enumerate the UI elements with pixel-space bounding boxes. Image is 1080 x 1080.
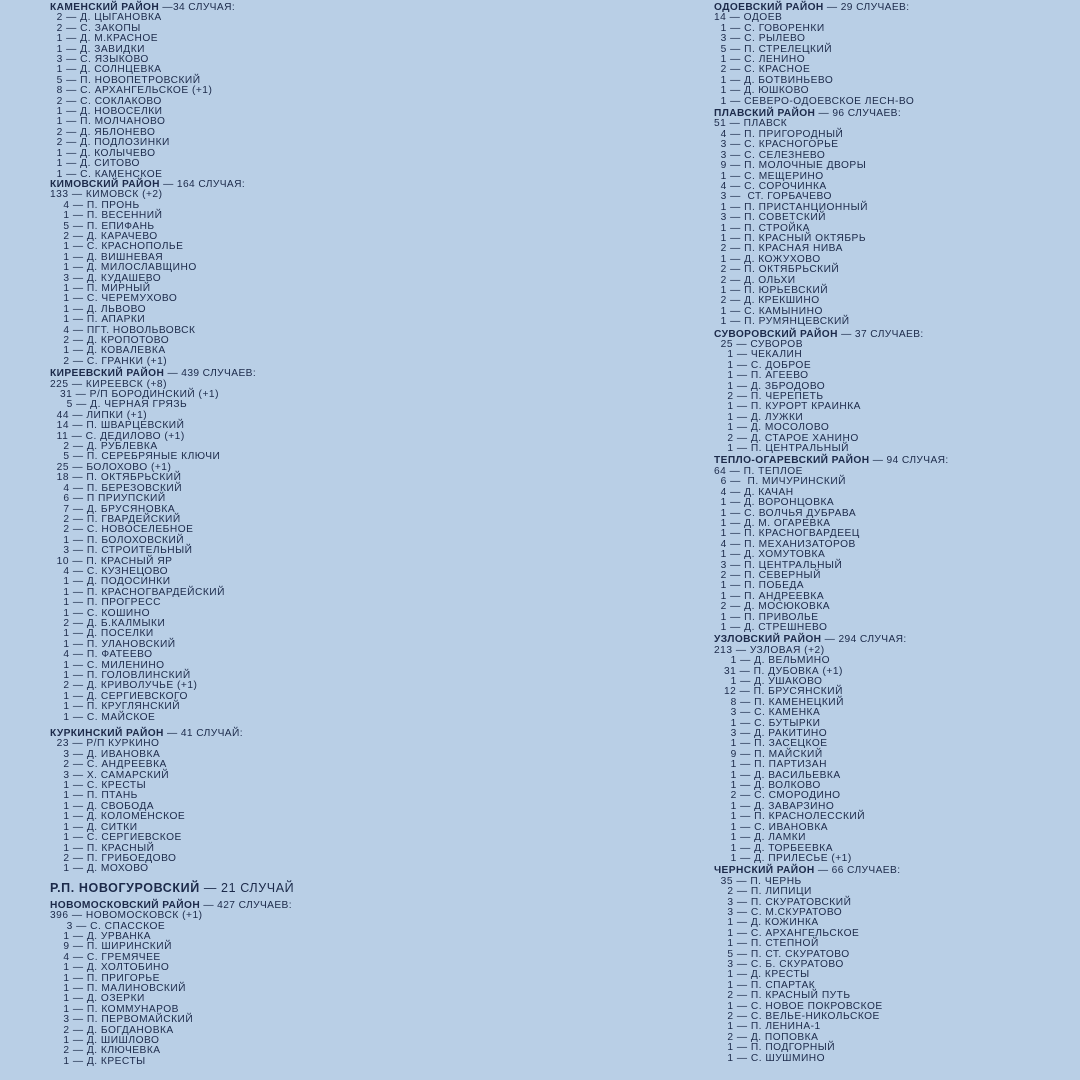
settlement-entry: 1 — Д. СОЛНЦЕВКА (50, 64, 162, 76)
settlement-entry: 1 — П. КУРОРТ КРАИНКА (714, 401, 861, 413)
settlement-entry: 1 — Д. УРВАНКА (50, 930, 152, 942)
settlement-entry: 1 — П. ВЕСЕННИЙ (50, 210, 163, 222)
settlement-entry: 5 — П. ЕПИФАНЬ (50, 220, 155, 232)
settlement-entry: 10 — П. КРАСНЫЙ ЯР (50, 555, 173, 567)
settlement-entry: 1 — Д. КРЕСТЫ (714, 969, 810, 981)
settlement-entry: 6 — П. МИЧУРИНСКИЙ (714, 476, 846, 488)
settlement-entry: 3 — П. СТРОИТЕЛЬНЫЙ (50, 545, 193, 557)
settlement-entry: 1 — Д. ПОСЕЛКИ (50, 628, 154, 640)
settlement-entry: 1 — Д. СТРЕШНЕВО (714, 621, 828, 633)
settlement-entry: 2 — Д. ПОДЛОЗИНКИ (50, 137, 170, 149)
district-title: УЗЛОВСКИЙ РАЙОН — 294 СЛУЧАЯ: (714, 634, 907, 646)
settlement-entry: 4 — П. МЕХАНИЗАТОРОВ (714, 538, 856, 550)
settlement-entry: 2 — Д. ОЛЬХИ (714, 274, 796, 286)
settlement-entry: 1 — Д. КОЖИНКА (714, 917, 819, 929)
settlement-entry: 1 — Д. ЗАВАРЗИНО (714, 800, 835, 812)
novogurovsky-title: Р.П. НОВОГУРОВСКИЙ — 21 СЛУЧАЙ (50, 880, 295, 895)
settlement-entry: 4 — С. СОРОЧИНКА (714, 180, 827, 192)
settlement-entry: 1 — П. ПРИВОЛЬЕ (714, 611, 819, 623)
settlement-entry: 1 — Д. МОХОВО (50, 863, 149, 875)
settlement-entry: 3 — Х. САМАРСКИЙ (50, 769, 170, 781)
settlement-entry: 18 — П. ОКТЯБРЬСКИЙ (50, 472, 182, 484)
settlement-entry: 1 — П. ГОЛОВЛИНСКИЙ (50, 670, 191, 681)
settlement-entry: 2 — С. КРАСНОЕ (714, 64, 811, 76)
settlement-entry: 1 — П. ПТАНЬ (50, 790, 138, 802)
district-section (714, 109, 1074, 328)
settlement-entry: 1 — П. КРАСНОГВАРДЕЙСКИЙ (50, 586, 225, 598)
settlement-entry: 1 — Д. ЗБРОДОВО (714, 380, 826, 392)
settlement-entry: 1 — Д. МИЛОСЛАВЩИНО (50, 262, 197, 274)
settlement-entry: 1 — П. МИРНЫЙ (50, 282, 151, 294)
settlement-entry: 1 — П. ПРИГОРЬЕ (50, 972, 160, 984)
settlement-entry: 133 — КИМОВСК (+2) (50, 189, 163, 201)
district-title: КАМЕНСКИЙ РАЙОН —34 СЛУЧАЯ: (50, 2, 236, 13)
settlement-entry: 2 — П. СЕВЕРНЫЙ (714, 569, 821, 581)
settlement-entry: 1 — С. КАМЫНИНО (714, 305, 823, 317)
settlement-entry: 213 — УЗЛОВАЯ (+2) (714, 644, 825, 656)
settlement-entry: 14 — П. ШВАРЦЕВСКИЙ (50, 420, 185, 432)
settlement-entry: 1 — П. СТЕПНОЙ (714, 938, 819, 950)
settlement-entry: 1 — П. АНДРЕЕВКА (714, 590, 825, 602)
settlement-entry: 1 — П. УЛАНОВСКИЙ (50, 638, 176, 650)
settlement-entry: 9 — П. ШИРИНСКИЙ (50, 941, 172, 953)
settlement-entry: 396 — НОВОМОСКОВСК (+1) (50, 910, 203, 922)
settlement-entry: 225 — КИРЕЕВСК (+8) (50, 378, 167, 390)
settlement-entry: 1 — С. ЛЕНИНО (714, 54, 806, 66)
settlement-entry: 25 — СУВОРОВ (714, 339, 804, 350)
settlement-entry: 14 — ОДОЕВ (714, 12, 783, 24)
settlement-entry: 1 — Д. ЗАВИДКИ (50, 43, 145, 55)
settlement-entry: 1 — Д. ТОРБЕЕВКА (714, 842, 834, 854)
settlement-entry: 1 — П. ПРИСТАНЦИОННЫЙ (714, 201, 868, 213)
district-title: КИРЕЕВСКИЙ РАЙОН — 439 СЛУЧАЕВ: (50, 368, 257, 380)
settlement-entry: 2 — Д. ПОПОВКА (714, 1031, 819, 1043)
settlement-entry: 4 — П. БЕРЕЗОВСКИЙ (50, 482, 183, 494)
district-section (50, 729, 610, 875)
settlement-entry: 1 — П. КРУГЛЯНСКИЙ (50, 701, 181, 713)
settlement-entry: 1 — Д. ВЕЛЬМИНО (714, 655, 831, 667)
district-section (714, 866, 1074, 1064)
settlement-entry: 3 — С. КАМЕНКА (714, 707, 821, 719)
settlement-entry: 2 — П. КРАСНЫЙ ПУТЬ (714, 990, 851, 1002)
district-title: НОВОМОСКОВСКИЙ РАЙОН — 427 СЛУЧАЕВ: (50, 899, 292, 911)
settlement-entry: 2 — П. ГВАРДЕЙСКИЙ (50, 513, 181, 525)
settlement-entry: 3 — П. СОВЕТСКИЙ (714, 212, 826, 224)
settlement-entry: 1 — Д. УШАКОВО (714, 676, 823, 687)
settlement-entry: 1 — Д. КОЛОМЕНСКОЕ (50, 811, 186, 823)
settlement-entry: 1 — П. АГЕЕВО (714, 370, 809, 382)
district-title: ЧЕРНСКИЙ РАЙОН — 66 СЛУЧАЕВ: (714, 865, 901, 877)
district-section (50, 180, 610, 367)
settlement-entry: 4 — ПГТ. НОВОЛЬВОВСК (50, 324, 196, 336)
settlement-entry: 1 — Д. ЮШКОВО (714, 85, 809, 97)
settlement-entry: 1 — Д. БОТВИНЬЕВО (714, 74, 834, 86)
settlement-entry: 1 — Д. ВОЛКОВО (714, 780, 821, 792)
settlement-entry: 11 — С. ДЕДИЛОВО (+1) (50, 430, 185, 442)
settlement-entry: 3 — П. СКУРАТОВСКИЙ (714, 896, 852, 908)
settlement-entry: 1 — Д. КОВАЛЕВКА (50, 345, 166, 357)
settlement-entry: 5 — П. НОВОПЕТРОВСКИЙ (50, 74, 201, 86)
settlement-entry: 2 — Д. КРОПОТОВО (50, 335, 170, 346)
settlement-entry: 1 — П. ПОБЕДА (714, 580, 805, 592)
left-column (50, 3, 610, 1067)
settlement-entry: 2 — Д. МОСЮКОВКА (714, 601, 831, 613)
settlement-entry: 2 — С. НОВОСЕЛЕБНОЕ (50, 524, 194, 536)
settlement-entry: 3 — СТ. ГОРБАЧЕВО (714, 191, 832, 203)
settlement-entry: 35 — П. ЧЕРНЬ (714, 875, 802, 887)
settlement-entry: 2 — Д. КРИВОЛУЧЬЕ (+1) (50, 680, 198, 692)
settlement-entry: 5 — П. СТРЕЛЕЦКИЙ (714, 43, 833, 55)
settlement-entry: 1 — Д. СЕРГИЕВСКОГО (50, 690, 188, 702)
settlement-entry: 9 — П. МОЛОЧНЫЕ ДВОРЫ (714, 160, 867, 172)
settlement-entry: 3 — С. СЕЛЕЗНЕВО (714, 149, 826, 161)
settlement-entry: 2 — Д. ЯБЛОНЕВО (50, 126, 156, 138)
settlement-entry: 31 — П. ДУБОВКА (+1) (714, 665, 843, 677)
settlement-entry: 9 — П. МАЙСКИЙ (714, 748, 823, 760)
settlement-entry: 2 — С. СОКЛАКОВО (50, 95, 162, 107)
settlement-entry: 3 — Д. РАКИТИНО (714, 728, 828, 740)
settlement-entry: 2 — Д. Б.КАЛМЫКИ (50, 617, 166, 629)
settlement-entry: 2 — Д. ЦЫГАНОВКА (50, 12, 162, 24)
settlement-entry: 1 — СЕВЕРО-ОДОЕВСКОЕ ЛЕСН-ВО (714, 95, 915, 107)
settlement-entry: 5 — П. СЕРЕБРЯНЫЕ КЛЮЧИ (50, 451, 221, 463)
district-title: ТЕПЛО-ОГАРЕВСКИЙ РАЙОН — 94 СЛУЧАЯ: (714, 455, 949, 467)
settlement-entry: 1 — П. МАЛИНОВСКИЙ (50, 982, 187, 994)
settlement-entry: 1 — Д. СИТОВО (50, 158, 140, 170)
settlement-entry: 2 — С. АНДРЕЕВКА (50, 759, 167, 771)
settlement-entry: 4 — П. ФАТЕЕВО (50, 649, 153, 661)
district-title: ПЛАВСКИЙ РАЙОН — 96 СЛУЧАЕВ: (714, 108, 902, 120)
settlement-entry: 7 — Д. БРУСЯНОВКА (50, 503, 176, 515)
settlement-entry: 1 — С. КРАСНОПОЛЬЕ (50, 241, 184, 253)
settlement-entry: 1 — П. КРАСНОГВАРДЕЕЦ (714, 528, 860, 540)
settlement-entry: 3 — С. М.СКУРАТОВО (714, 906, 843, 918)
settlement-entry: 1 — П. ПАРТИЗАН (714, 759, 827, 771)
settlement-entry: 2 — П. ОКТЯБРЬСКИЙ (714, 264, 840, 276)
settlement-entry: 1 — Д. МОСОЛОВО (714, 422, 830, 434)
settlement-entry: 3 — Д. КУДАШЕВО (50, 272, 162, 284)
settlement-entry: 1 — С. КАМЕНСКОЕ (50, 168, 163, 180)
settlement-entry: 6 — П ПРИУПСКИЙ (50, 493, 166, 505)
settlement-entry: 2 — Д. КАРАЧЕВО (50, 230, 158, 242)
settlement-entry: 1 — С. БУТЫРКИ (714, 717, 821, 729)
settlement-entry: 1 — С. КРЕСТЫ (50, 780, 147, 792)
settlement-entry: 1 — С. АРХАНГЕЛЬСКОЕ (714, 927, 860, 939)
right-column (714, 3, 1074, 1064)
settlement-entry: 51 — ПЛАВСК (714, 118, 788, 130)
settlement-entry: 1 — Д. ПОДОСИНКИ (50, 576, 171, 588)
settlement-entry: 1 — С. НОВОЕ ПОКРОВСКОЕ (714, 1000, 883, 1012)
settlement-entry: 1 — Д. ПРИЛЕСЬЕ (+1) (714, 852, 852, 864)
district-section (50, 369, 610, 723)
settlement-entry: 4 — Д. КАЧАН (714, 486, 794, 498)
settlement-entry: 1 — Д. ОЗЕРКИ (50, 993, 145, 1005)
settlement-entry: 64 — П. ТЕПЛОЕ (714, 465, 803, 477)
settlement-entry: 2 — Д. КРЕКШИНО (714, 295, 820, 307)
settlement-entry: 1 — С. ДОБРОЕ (714, 359, 812, 371)
settlement-entry: 3 — Д. ИВАНОВКА (50, 748, 161, 760)
settlement-entry: 1 — П. МОЛЧАНОВО (50, 116, 166, 128)
settlement-entry: 1 — Д. СВОБОДА (50, 800, 155, 812)
settlement-entry: 3 — П. ПЕРВОМАЙСКИЙ (50, 1014, 194, 1026)
settlement-entry: 1 — П. КРАСНЫЙ (50, 842, 155, 854)
settlement-entry: 2 — С. ЗАКОПЫ (50, 22, 141, 34)
settlement-entry: 1 — Д. ВАСИЛЬЕВКА (714, 769, 841, 781)
settlement-entry: 1 — С. ИВАНОВКА (714, 821, 829, 833)
settlement-entry: 3 — П. ЦЕНТРАЛЬНЫЙ (714, 559, 843, 571)
settlement-entry: 1 — Д. ВИШНЕВАЯ (50, 251, 164, 263)
settlement-entry: 1 — Д. ЛАМКИ (714, 832, 806, 844)
settlement-entry: 1 — П. РУМЯНЦЕВСКИЙ (714, 316, 850, 328)
district-title: КИМОВСКИЙ РАЙОН — 164 СЛУЧАЯ: (50, 178, 246, 190)
settlement-entry: 4 — С. ГРЕМЯЧЕЕ (50, 951, 161, 963)
settlement-entry: 3 — С. ЯЗЫКОВО (50, 54, 149, 66)
settlement-entry: 1 — П. ЗАСЕЦКОЕ (714, 738, 828, 750)
settlement-entry: 1 — П. КРАСНОЛЕССКИЙ (714, 811, 866, 823)
settlement-entry: 1 — Д. ХОМУТОВКА (714, 549, 826, 561)
settlement-entry: 1 — С. МЕЩЕРИНО (714, 170, 824, 182)
settlement-entry: 3 — С. РЫЛЕВО (714, 33, 806, 45)
district-section (714, 635, 1074, 864)
settlement-entry: 1 — Д. ВОРОНЦОВКА (714, 497, 835, 509)
settlement-entry: 1 — Д. КРЕСТЫ (50, 1055, 146, 1067)
settlement-entry: 1 — П. СТРОЙКА (714, 222, 810, 234)
settlement-entry: 1 — Д. ЛЬВОВО (50, 303, 147, 315)
settlement-entry: 5 — П. СТ. СКУРАТОВО (714, 948, 850, 960)
settlement-entry: 1 — Д. ХОЛТОБИНО (50, 962, 170, 974)
settlement-entry: 1 — С. ШУШМИНО (714, 1052, 826, 1064)
settlement-entry: 1 — С. МИЛЕНИНО (50, 659, 165, 671)
settlement-entry: 2 — П. ГРИБОЕДОВО (50, 852, 177, 864)
settlement-entry: 1 — Д. ШИШЛОВО (50, 1035, 160, 1046)
settlement-entry: 8 — С. АРХАНГЕЛЬСКОЕ (+1) (50, 85, 213, 97)
settlement-entry: 1 — Д. КОЖУХОВО (714, 253, 821, 265)
settlement-entry: 2 — С. ВЕЛЬЕ-НИКОЛЬСКОЕ (714, 1011, 880, 1022)
settlement-entry: 5 — Д. ЧЕРНАЯ ГРЯЗЬ (50, 399, 188, 411)
district-title: КУРКИНСКИЙ РАЙОН — 41 СЛУЧАЙ: (50, 728, 243, 740)
settlement-entry: 1 — П. КОММУНАРОВ (50, 1003, 179, 1015)
settlement-entry: 1 — С. ГОВОРЕНКИ (714, 22, 825, 34)
district-section (50, 901, 610, 1068)
district-title: СУВОРОВСКИЙ РАЙОН — 37 СЛУЧАЕВ: (714, 328, 924, 340)
settlement-entry: 1 — П. ПРОГРЕСС (50, 597, 161, 609)
settlement-entry: 1 — Д. М.КРАСНОЕ (50, 33, 159, 45)
settlement-entry: 31 — Р/П БОРОДИНСКИЙ (+1) (50, 389, 219, 401)
settlement-entry: 8 — П. КАМЕНЕЦКИЙ (714, 696, 844, 708)
settlement-entry: 1 — П. СПАРТАК (714, 979, 816, 991)
settlement-entry: 4 — П. ПРОНЬ (50, 199, 140, 211)
settlement-entry: 1 — П. АПАРКИ (50, 314, 146, 326)
settlement-entry: 2 — С. СМОРОДИНО (714, 790, 841, 802)
settlement-entry: 1 — Д. ЛУЖКИ (714, 411, 804, 423)
settlement-entry: 2 — П. ЛИПИЦИ (714, 886, 812, 898)
settlement-entry: 1 — П. БОЛОХОВСКИЙ (50, 534, 185, 546)
settlement-entry: 12 — П. БРУСЯНСКИЙ (714, 686, 843, 698)
settlement-entry: 1 — С. ВОЛЧЬЯ ДУБРАВА (714, 507, 857, 519)
district-title: ОДОЕВСКИЙ РАЙОН — 29 СЛУЧАЕВ: (714, 2, 910, 13)
settlement-entry: 23 — Р/П КУРКИНО (50, 738, 160, 750)
district-section (714, 3, 1074, 107)
settlement-entry: 2 — Д. СТАРОЕ ХАНИНО (714, 432, 859, 444)
settlement-entry: 2 — П. КРАСНАЯ НИВА (714, 243, 843, 255)
district-section (50, 3, 610, 180)
settlement-entry: 1 — Д. СИТКИ (50, 821, 138, 833)
district-section (714, 330, 1074, 455)
settlement-entry: 4 — П. ПРИГОРОДНЫЙ (714, 128, 844, 140)
settlement-entry: 1 — Д. М. ОГАРЕВКА (714, 517, 831, 529)
settlement-entry: 25 — БОЛОХОВО (+1) (50, 461, 172, 473)
settlement-entry: 1 — С. МАЙСКОЕ (50, 711, 156, 723)
settlement-entry: 1 — С. ЧЕРЕМУХОВО (50, 293, 178, 305)
settlement-entry: 3 — С. КРАСНОГОРЬЕ (714, 139, 839, 151)
settlement-entry: 44 — ЛИПКИ (+1) (50, 409, 148, 421)
settlement-entry: 2 — Д. РУБЛЕВКА (50, 441, 158, 453)
settlement-entry: 1 — ЧЕКАЛИН (714, 349, 803, 361)
settlement-entry: 1 — П. ЮРЬЕВСКИЙ (714, 284, 829, 296)
settlement-entry: 2 — П. ЧЕРЕПЕТЬ (714, 391, 824, 403)
district-section (714, 456, 1074, 633)
settlement-entry: 1 — П. ЦЕНТРАЛЬНЫЙ (714, 443, 849, 455)
settlement-entry: 1 — Д. КОЛЫЧЕВО (50, 147, 156, 159)
settlement-entry: 1 — С. СЕРГИЕВСКОЕ (50, 832, 182, 844)
settlement-entry: 2 — Д. КЛЮЧЕВКА (50, 1045, 161, 1057)
settlement-entry: 1 — П. КРАСНЫЙ ОКТЯБРЬ (714, 232, 867, 244)
settlement-entry: 1 — С. КОШИНО (50, 607, 151, 619)
settlement-entry: 1 — Д. НОВОСЕЛКИ (50, 106, 163, 118)
settlement-entry: 3 — С. Б. СКУРАТОВО (714, 958, 844, 970)
settlement-entry: 4 — С. КУЗНЕЦОВО (50, 565, 169, 577)
settlement-entry: 1 — П. ЛЕНИНА-1 (714, 1021, 821, 1033)
settlement-entry: 1 — П. ПОДГОРНЫЙ (714, 1042, 836, 1054)
settlement-entry: 2 — С. ГРАНКИ (+1) (50, 355, 168, 367)
settlement-entry: 3 — С. СПАССКОЕ (50, 920, 166, 932)
settlement-entry: 2 — Д. БОГДАНОВКА (50, 1024, 174, 1036)
